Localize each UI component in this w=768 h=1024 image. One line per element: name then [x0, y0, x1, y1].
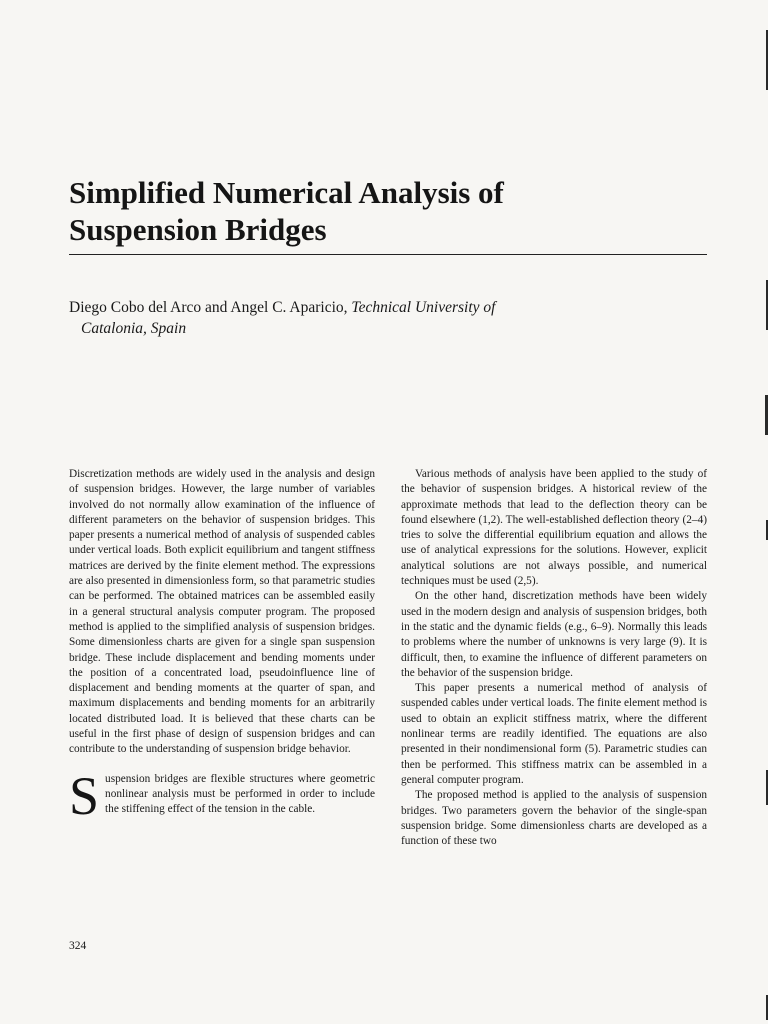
author-names: Diego Cobo del Arco and Angel C. Aparicio,	[69, 299, 348, 316]
affiliation-line-1: Technical University of	[351, 299, 496, 316]
title-line-2: Suspension Bridges	[69, 212, 327, 247]
body-paragraph-3: This paper presents a numerical method of analysis of suspended cables under vertical loads. The finite element method is used to obtain an explicit stiffness matrix, where the different nonlinear terms are readily identified. The equations are also presented in their nondimensional form (5). Parametric studies can then be performed. This stiffness matrix can be assembled in a general computer program.	[401, 682, 707, 786]
body-paragraph-1: Various methods of analysis have been applied to the study of the behavior of suspension bridges. A historical review of the approximate methods that lead to the deflection theory can be found elsewhere (1,2). The well-established deflection theory (2–4) tries to solve the differential equilibrium equation and allows the use of analytical expressions for the solutions. However, explicit analytical solutions are not always possible, and numerical techniques must be used (2,5).	[401, 468, 707, 588]
body-paragraph-4: The proposed method is applied to the analysis of suspension bridges. Two parameters govern the behavior of the single-span suspension bridge. Some dimensionless charts are developed as a function of these two	[401, 789, 707, 848]
author-block	[69, 297, 709, 339]
abstract: Discretization methods are widely used in the analysis and design of suspension bridges. However, the large number of variables involved do not normally allow examination of the influence of different parameters on the behavior of suspension bridges. This paper presents a numerical method of analysis of suspended cables under vertical loads. Both explicit equilibrium and tangent stiffness matrices are derived by the finite element method. The expressions are also presented in dimensionless form, so that parametric studies can be performed. The obtained matrices can be assembled easily in a general structural analysis computer program. The proposed method is applied to the simplified analysis of suspension bridges. Some dimensionless charts are given for a single span suspension bridge. These include displacement and bending moments under the position of a concentrated load, pseudoinfluence line of displacement and bending moments at the quarter of span, and maximum displacements and bending moments for an arbitrarily located distributed load. It is believed that these charts can be useful in the first phase of design of suspension bridges and can contribute to the understanding of suspension bridge behavior.	[69, 468, 375, 756]
affiliation-line-2: Catalonia, Spain	[81, 320, 187, 337]
article-title	[69, 174, 709, 248]
drop-cap: S	[69, 765, 100, 826]
page-number: 324	[69, 940, 87, 952]
title-rule	[69, 254, 707, 255]
title-line-1: Simplified Numerical Analysis of	[69, 175, 504, 210]
intro-paragraph	[69, 765, 375, 826]
left-column	[69, 467, 375, 826]
intro-text: uspension bridges are flexible structures where geometric nonlinear analysis must be performed in order to include the stiffening effect of the tension in the cable.	[105, 772, 375, 816]
body-paragraph-2: On the other hand, discretization methods have been widely used in the modern design and analysis of suspension bridges, both in the static and the dynamic fields (e.g., 6–9). Normally this leads to problems where the number of unknowns is very large (9). It is difficult, then, to examine the influence of different parameters on the behavior of the suspension bridge.	[401, 590, 707, 679]
right-column	[401, 467, 707, 849]
